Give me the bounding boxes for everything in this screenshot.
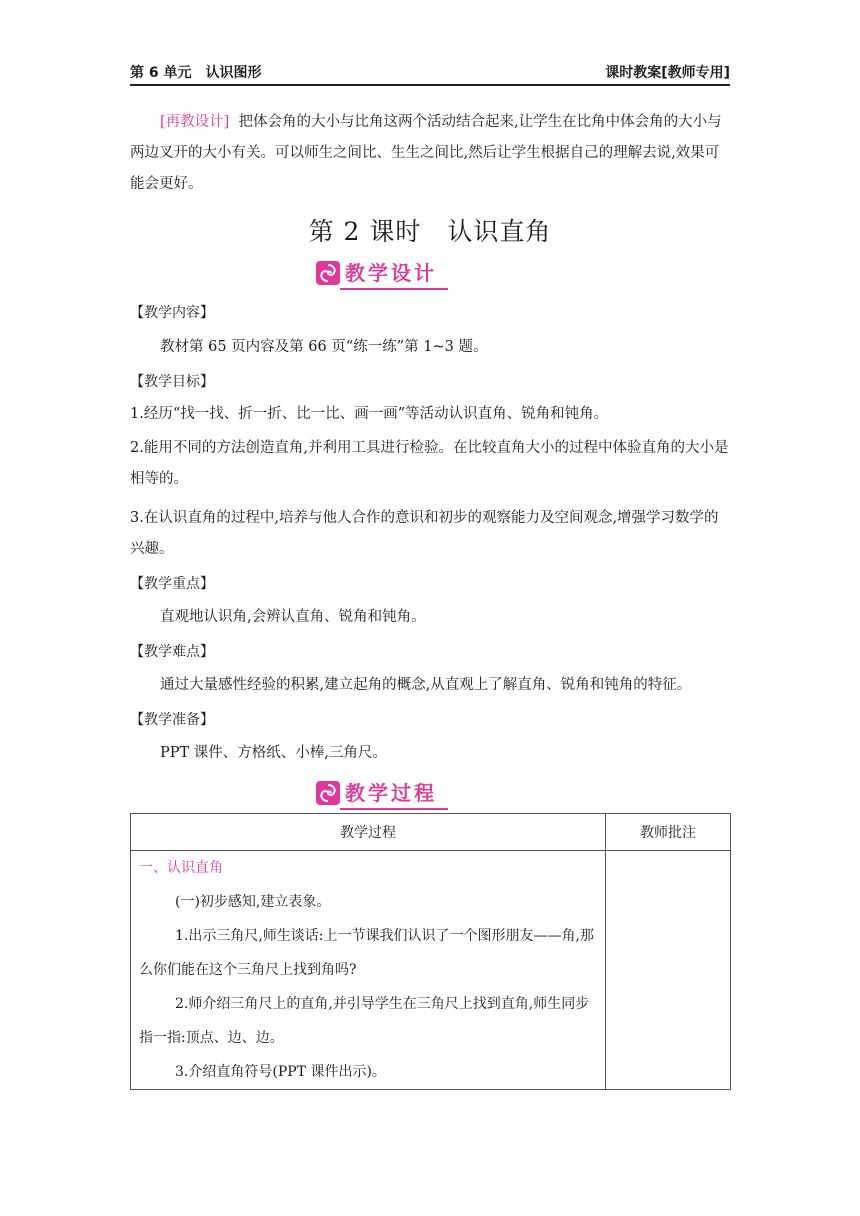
notes-cell <box>606 851 731 1090</box>
process-table <box>130 813 731 1090</box>
banner-design-label: 教学设计 <box>345 261 437 285</box>
redesign-tag: [再教设计] <box>160 114 230 130</box>
focus-heading: 【教学重点】 <box>130 576 214 592</box>
col-process-header: 教学过程 <box>131 814 606 851</box>
content-heading: 【教学内容】 <box>130 305 214 321</box>
banner-teaching-process <box>316 781 448 811</box>
process-cell <box>131 851 606 1090</box>
focus-text: 直观地认识角,会辨认直角、锐角和钝角。 <box>160 609 426 625</box>
prep-heading: 【教学准备】 <box>130 712 214 728</box>
banner-teaching-design <box>316 261 448 291</box>
col-notes-header: 教师批注 <box>606 814 731 851</box>
difficulty-text: 通过大量感性经验的积累,建立起角的概念,从直观上了解直角、锐角和钝角的特征。 <box>160 677 692 693</box>
swirl-logo-icon <box>316 261 340 285</box>
step-3: 3.介绍直角符号(PPT 课件出示)。 <box>175 1064 386 1080</box>
lesson-name: 认识直角 <box>447 217 552 246</box>
prep-text: PPT 课件、方格纸、小棒,三角尺。 <box>160 745 387 761</box>
lesson-number: 第 2 课时 <box>308 217 422 246</box>
lesson-title <box>0 212 860 248</box>
banner-process-label: 教学过程 <box>345 781 437 805</box>
swirl-logo-icon <box>316 781 340 805</box>
goal-3: 3.在认识直角的过程中,培养与他人合作的意识和初步的观察能力及空间观念,增强学习数学的兴趣。 <box>130 510 719 557</box>
step-2: 2.师介绍三角尺上的直角,并引导学生在三角尺上找到直角,师生同步指一指:顶点、边、边。 <box>139 996 590 1046</box>
page-header <box>130 62 730 86</box>
part-title: 一、认识直角 <box>139 860 223 876</box>
header-doc-type: 课时教案[教师专用] <box>605 65 730 81</box>
unit-number: 第 6 单元 <box>130 65 192 81</box>
redesign-text: 把体会角的大小与比角这两个活动结合起来,让学生在比角中体会角的大小与两边叉开的大小有关。可以师生之间比、生生之间比,然后让学生根据自己的理解去说,效果可能会更好。 <box>130 114 722 192</box>
redesign-paragraph <box>130 107 730 200</box>
goal-1: 1.经历“找一找、折一折、比一比、画一画”等活动认识直角、锐角和钝角。 <box>130 406 609 422</box>
banner-underline <box>340 808 448 810</box>
unit-title: 认识图形 <box>205 65 262 81</box>
goals-heading: 【教学目标】 <box>130 374 214 390</box>
difficulty-heading: 【教学难点】 <box>130 644 214 660</box>
table-header-row <box>131 814 731 851</box>
banner-underline <box>340 288 448 290</box>
step-title: (一)初步感知,建立表象。 <box>175 894 331 910</box>
step-1: 1.出示三角尺,师生谈话:上一节课我们认识了一个图形朋友——角,那么你们能在这个三角尺上找到角吗? <box>139 928 594 978</box>
content-text: 教材第 65 页内容及第 66 页“练一练”第 1~3 题。 <box>160 339 488 355</box>
header-unit <box>130 62 276 82</box>
table-row <box>131 851 731 1090</box>
goal-2: 2.能用不同的方法创造直角,并利用工具进行检验。在比较直角大小的过程中体验直角的大小是相等的。 <box>130 440 729 487</box>
